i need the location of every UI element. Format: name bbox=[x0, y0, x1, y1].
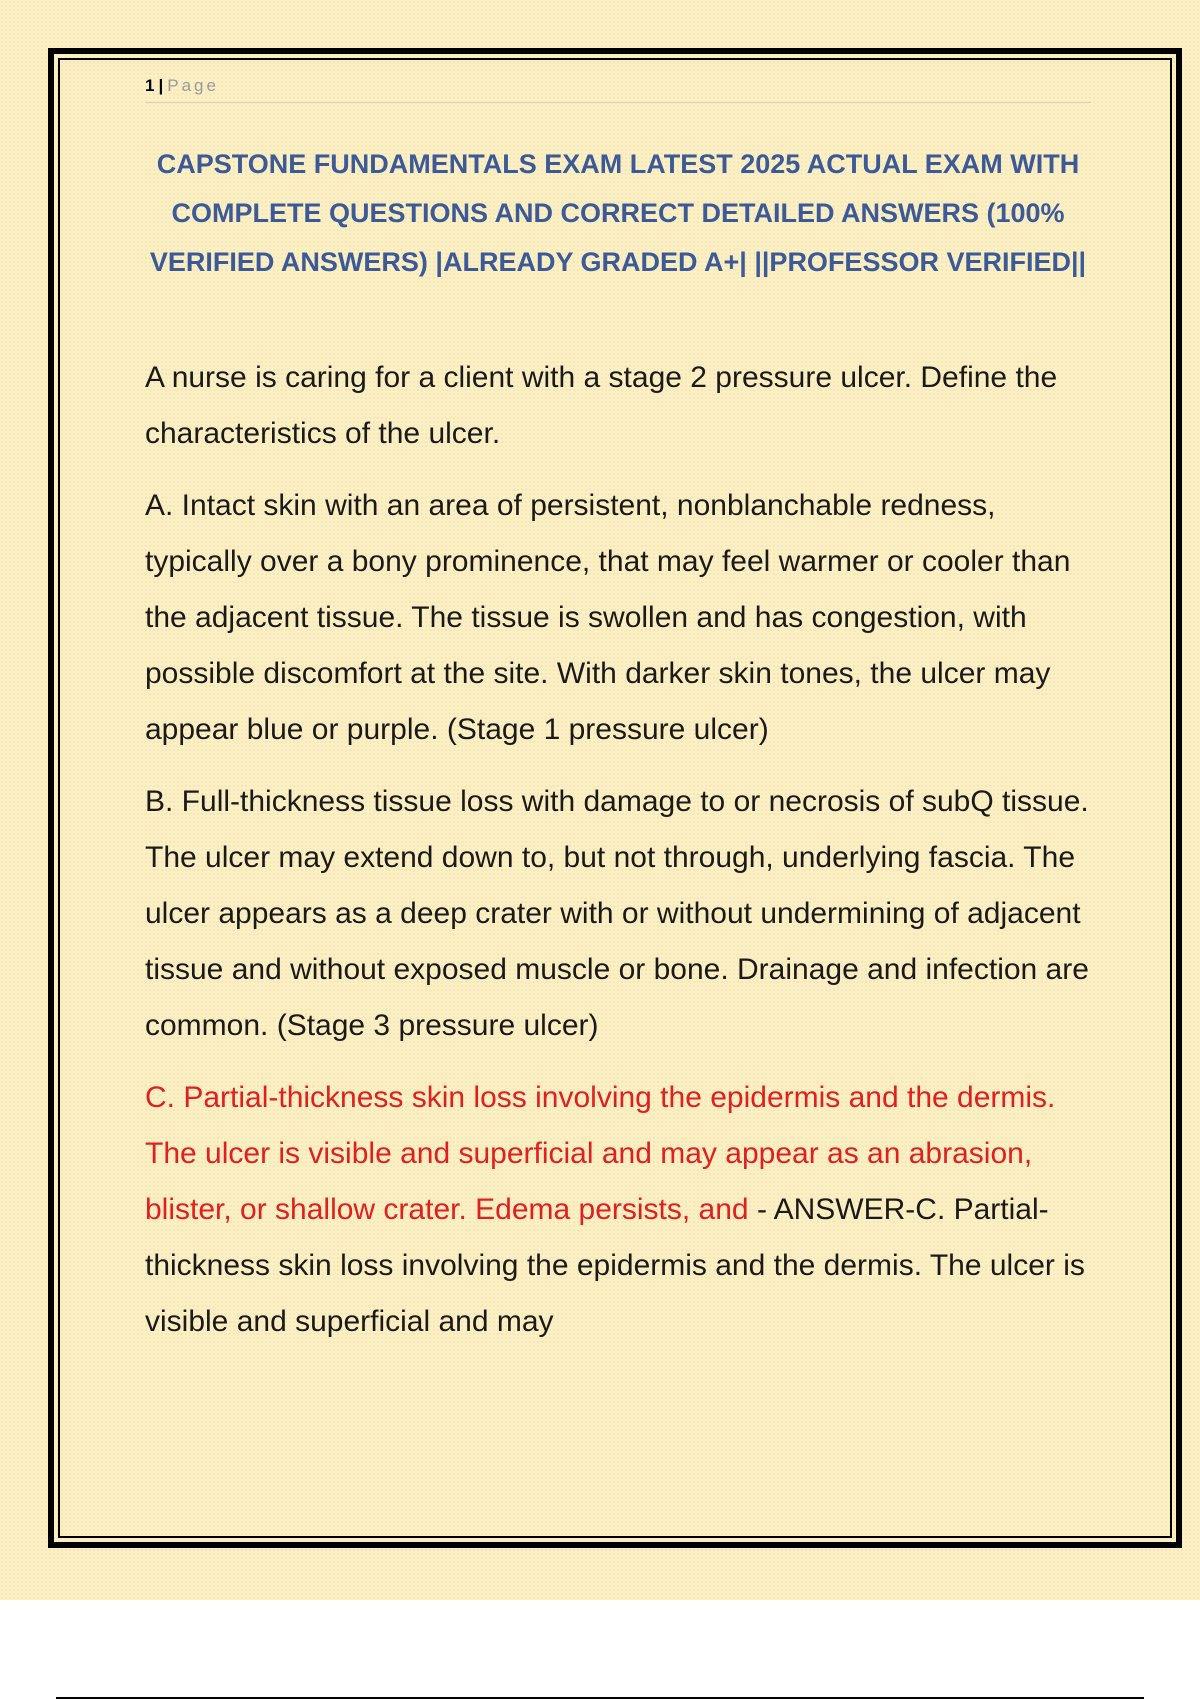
question-text: A nurse is caring for a client with a stage 2 pressure ulcer. Define the characteristics of the ulcer. bbox=[145, 361, 1058, 450]
page-number: 1 bbox=[145, 76, 155, 95]
question-block bbox=[145, 350, 1091, 1366]
option-c bbox=[145, 1070, 1091, 1350]
header-divider bbox=[145, 102, 1091, 103]
document-title: CAPSTONE FUNDAMENTALS EXAM LATEST 2025 ACTUAL EXAM WITH COMPLETE QUESTIONS AND CORRECT DETAILED ANSWERS (100% VERIFIED ANSWERS) |ALREADY GRADED A+| ||PROFESSOR VERIFIED|| bbox=[149, 149, 1087, 277]
option-b: B. Full-thickness tissue loss with damage to or necrosis of subQ tissue. The ulcer may extend down to, but not through, underlying fascia. The ulcer appears as a deep crater with or without undermining of adjacent tissue and without exposed muscle or bone. Drainage and infection are common. (Stage 3 pressure ulcer) bbox=[145, 785, 1089, 1042]
option-a: A. Intact skin with an area of persistent, nonblanchable redness, typically over a bony prominence, that may feel warmer or cooler than the adjacent tissue. The tissue is swollen and has congestion, with possible discomfort at the site. With darker skin tones, the ulcer may appear blue or purple. (Stage 1 pressure ulcer) bbox=[145, 489, 1071, 746]
page-header bbox=[145, 76, 219, 96]
footer-rule bbox=[56, 1697, 1144, 1699]
answer-text: - ANSWER-C. Partial-thickness skin loss involving the epidermis and the dermis. The ulcer is visible and superficial and may bbox=[145, 1193, 1085, 1338]
page-label: Page bbox=[167, 76, 219, 95]
option-c-highlighted: C. Partial-thickness skin loss involving the epidermis and the dermis. The ulcer is visible and superficial and may appear as an abrasion, blister, or shallow crater. Edema persists, and bbox=[145, 1081, 1056, 1226]
header-separator: | bbox=[158, 76, 164, 95]
